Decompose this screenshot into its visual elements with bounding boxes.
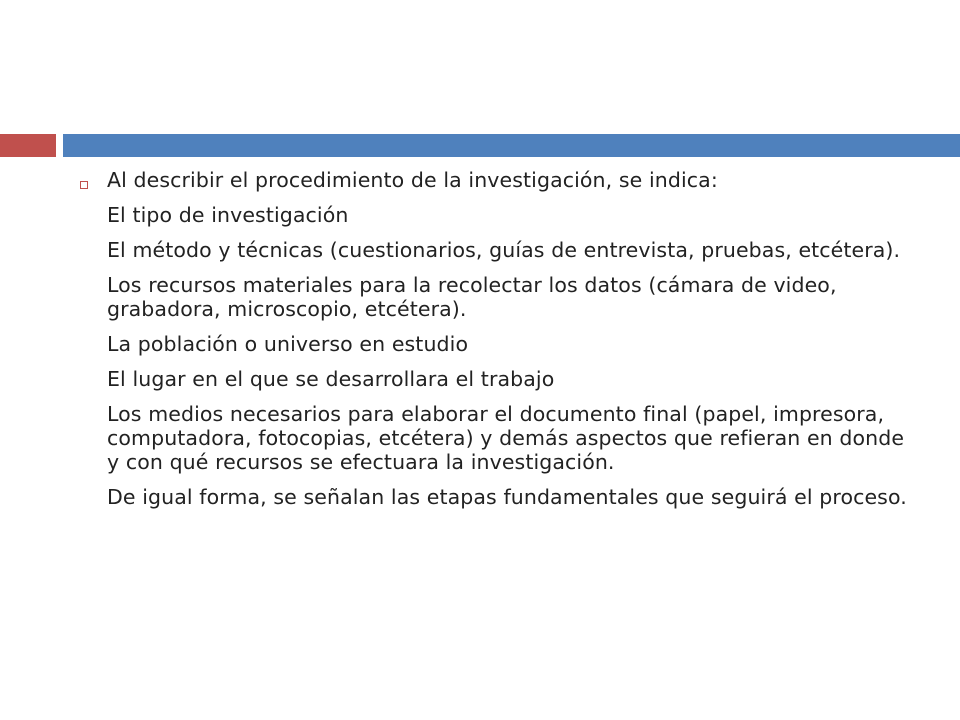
list-item-etapas: De igual forma, se señalan las etapas fundamentales que seguirá el proceso. [107, 485, 907, 509]
list-item-lugar: El lugar en el que se desarrollara el trabajo [107, 367, 555, 391]
list-item-recursos: Los recursos materiales para la recolectar los datos (cámara de video, grabadora, microscopio, etcétera). [107, 273, 837, 321]
hollow-square-bullet-icon [80, 181, 88, 189]
accent-bar-blue [63, 134, 960, 157]
accent-bar-red [0, 134, 56, 157]
list-item-metodo: El método y técnicas (cuestionarios, guías de entrevista, pruebas, etcétera). [107, 238, 901, 262]
list-item-tipo: El tipo de investigación [107, 203, 349, 227]
list-item-poblacion: La población o universo en estudio [107, 332, 469, 356]
list-item-medios: Los medios necesarios para elaborar el documento final (papel, impresora, computadora, fotocopias, etcétera) y demás aspectos que refieran en donde y con qué recursos se efectuara la investigación. [107, 402, 905, 474]
slide-body [107, 168, 919, 520]
bullet-text-intro: Al describir el procedimiento de la investigación, se indica: [107, 168, 718, 192]
